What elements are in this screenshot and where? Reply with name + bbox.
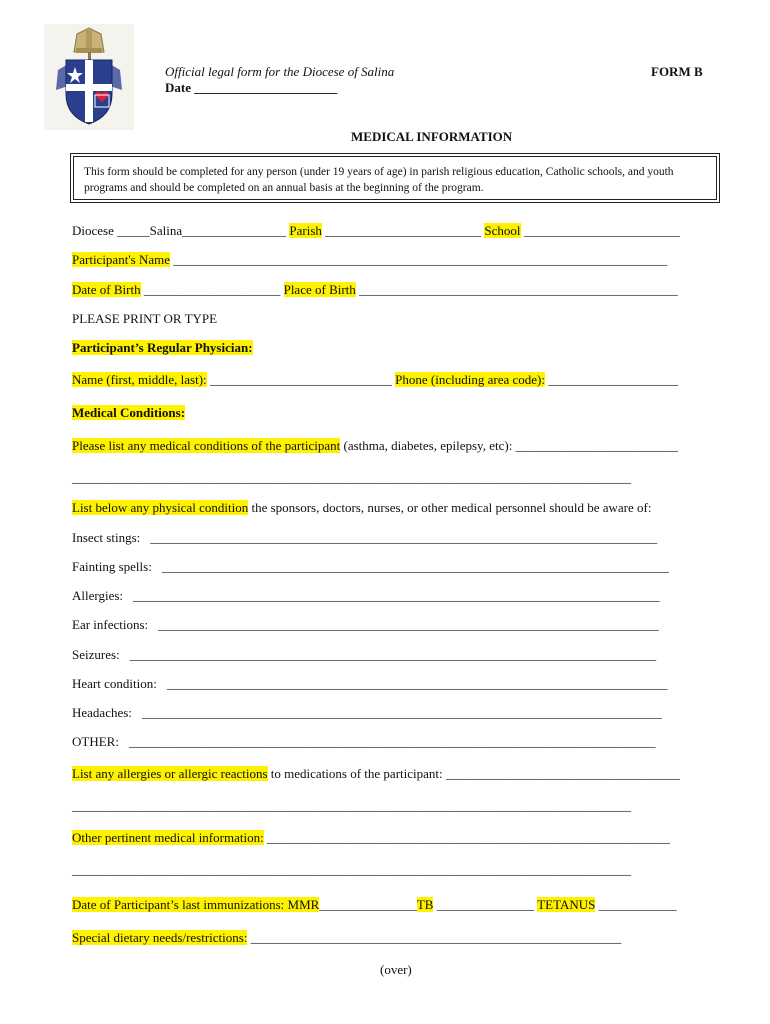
physician-phone-label: Phone (including area code): — [395, 372, 545, 387]
participant-name-label: Participant's Name — [72, 252, 171, 267]
page-footer-over: (over) — [380, 962, 412, 977]
tetanus-label: TETANUS — [537, 897, 596, 912]
condition-item-label: Heart condition: — [72, 676, 157, 691]
condition-item-row[interactable] — [72, 530, 657, 546]
condition-item-line[interactable]: _____________________________________________________________________________ — [166, 676, 668, 691]
dob-label: Date of Birth — [72, 282, 141, 297]
notice-text: This form should be completed for any person (under 19 years of age) in parish religious education, Catholic schools, and youth programs and should be completed on an annual basis at the beginning of the program. — [73, 156, 717, 200]
school-line[interactable]: ________________________ — [523, 223, 680, 238]
condition-item-row[interactable] — [72, 705, 662, 721]
date-line: Date ______________________ — [165, 80, 338, 95]
conditions-list-label: Please list any medical conditions of the participant — [72, 438, 341, 453]
med-allergies-extra-line[interactable]: ______________________________________________________________________________________ — [72, 798, 631, 813]
condition-item-line[interactable]: _________________________________________________________________________________ — [133, 588, 660, 603]
condition-item-label: Insect stings: — [72, 530, 141, 545]
physical-condition-label: List below any physical condition — [72, 500, 249, 515]
section-title: MEDICAL INFORMATION — [351, 129, 513, 144]
condition-item-label: Fainting spells: — [72, 559, 152, 574]
med-allergies-label: List any allergies or allergic reactions — [72, 766, 268, 781]
immunizations-field[interactable] — [72, 897, 677, 913]
pob-label: Place of Birth — [283, 282, 356, 297]
condition-item-row[interactable] — [72, 617, 659, 633]
condition-item-line[interactable]: _________________________________________________________________________________ — [129, 647, 657, 662]
dietary-line[interactable]: _________________________________________________________ — [250, 930, 622, 945]
dob-line[interactable]: _____________________ — [143, 282, 281, 297]
condition-item-label: Ear infections: — [72, 617, 149, 632]
notice-box — [70, 153, 720, 203]
print-note: PLEASE PRINT OR TYPE — [72, 311, 218, 326]
other-info-field[interactable] — [72, 830, 670, 846]
diocese-label: Diocese _____Salina________________ — [72, 223, 287, 238]
condition-item-label: Seizures: — [72, 647, 120, 662]
conditions-list-field[interactable] — [72, 438, 678, 454]
condition-item-label: Headaches: — [72, 705, 132, 720]
conditions-heading: Medical Conditions: — [72, 405, 186, 420]
physical-condition-prompt — [72, 500, 651, 516]
condition-item-line[interactable]: ______________________________________________________________________________ — [161, 559, 669, 574]
form-title-line: Official legal form for the Diocese of Salina — [165, 64, 395, 79]
parish-line[interactable]: ________________________ — [325, 223, 482, 238]
condition-item-row[interactable] — [72, 588, 660, 604]
other-info-label: Other pertinent medical information: — [72, 830, 264, 845]
condition-item-label: OTHER: — [72, 734, 119, 749]
condition-item-row[interactable] — [72, 559, 669, 575]
diocese-crest-logo — [44, 24, 134, 130]
participant-name-line[interactable]: ____________________________________________________________________________ — [173, 252, 668, 267]
conditions-list-line[interactable]: (asthma, diabetes, epilepsy, etc): _________________________ — [343, 438, 679, 453]
condition-item-line[interactable]: ________________________________________________________________________________ — [141, 705, 662, 720]
med-allergies-line[interactable]: to medications of the participant: ____________________________________ — [270, 766, 680, 781]
physician-heading: Participant’s Regular Physician: — [72, 340, 253, 355]
school-label: School — [484, 223, 521, 238]
immunizations-label: Date of Participant’s last immunizations: MMR — [72, 897, 320, 912]
other-info-line[interactable]: ______________________________________________________________ — [266, 830, 670, 845]
tb-line[interactable]: _______________ — [436, 897, 535, 912]
condition-item-label: Allergies: — [72, 588, 124, 603]
physical-condition-suffix: the sponsors, doctors, nurses, or other medical personnel should be aware of: — [251, 500, 652, 515]
condition-item-line[interactable]: _________________________________________________________________________________ — [128, 734, 656, 749]
birth-fields[interactable] — [72, 282, 678, 298]
tetanus-line[interactable]: ____________ — [598, 897, 677, 912]
tb-label: TB — [416, 897, 434, 912]
med-allergies-field[interactable] — [72, 766, 680, 782]
diocese-field[interactable] — [72, 223, 680, 239]
physician-name-line[interactable]: ____________________________ — [209, 372, 392, 387]
physician-name-label: Name (first, middle, last): — [72, 372, 207, 387]
condition-item-row[interactable] — [72, 734, 655, 750]
mmr-line[interactable]: _______________ — [319, 897, 417, 912]
condition-item-row[interactable] — [72, 676, 667, 692]
condition-item-line[interactable]: _____________________________________________________________________________ — [158, 617, 659, 632]
conditions-extra-line[interactable]: ______________________________________________________________________________________ — [72, 470, 631, 485]
other-info-extra-line[interactable]: ______________________________________________________________________________________ — [72, 862, 631, 877]
dietary-label: Special dietary needs/restrictions: — [72, 930, 248, 945]
physician-phone-line[interactable]: ____________________ — [548, 372, 679, 387]
physician-fields[interactable] — [72, 372, 678, 388]
participant-name-field[interactable] — [72, 252, 667, 268]
parish-label: Parish — [289, 223, 322, 238]
pob-line[interactable]: _________________________________________________ — [359, 282, 678, 297]
form-code: FORM B — [651, 64, 703, 79]
condition-item-line[interactable]: ______________________________________________________________________________ — [150, 530, 658, 545]
condition-item-row[interactable] — [72, 647, 656, 663]
dietary-field[interactable] — [72, 930, 621, 946]
crest-icon — [44, 24, 134, 130]
